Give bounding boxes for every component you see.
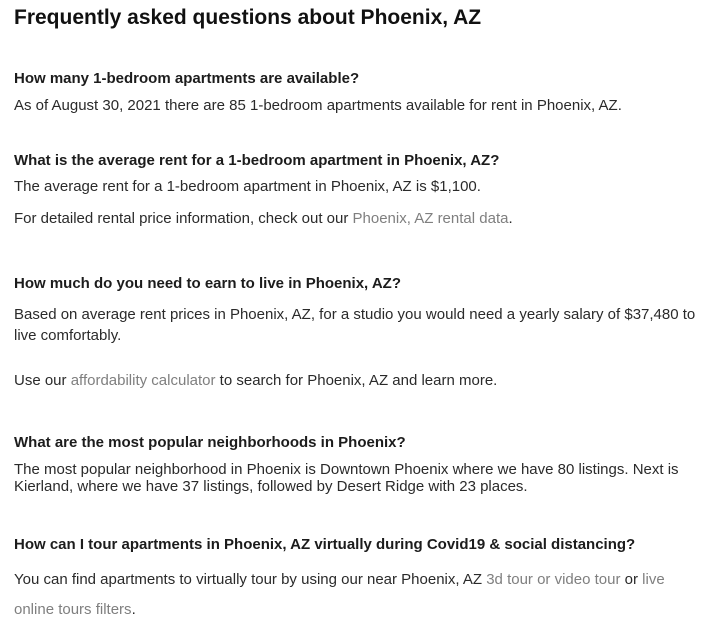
faq-question-earn-to-live: How much do you need to earn to live in Phoenix, AZ?	[14, 275, 401, 292]
faq-rental-data-note	[14, 208, 704, 229]
virtual-tours-middle: or	[620, 571, 643, 588]
rental-data-suffix: .	[508, 210, 513, 227]
rental-data-prefix: For detailed rental price information, check out our	[14, 210, 353, 227]
page-title: Frequently asked questions about Phoenix, AZ	[14, 6, 482, 29]
faq-answer-virtual-tours	[14, 565, 704, 625]
live-online-tours-link[interactable]: live online tours filters	[14, 571, 665, 618]
faq-answer-available-apartments: As of August 30, 2021 there are 85 1-bedroom apartments available for rent in Phoenix, AZ.	[14, 97, 622, 114]
faq-affordability-note	[14, 370, 704, 391]
faq-question-available-apartments: How many 1-bedroom apartments are available?	[14, 70, 360, 87]
faq-question-popular-neighborhoods: What are the most popular neighborhoods in Phoenix?	[14, 434, 406, 451]
affordability-prefix: Use our	[14, 372, 71, 389]
rental-data-link[interactable]: Phoenix, AZ rental data	[352, 210, 509, 227]
faq-question-average-rent: What is the average rent for a 1-bedroom apartment in Phoenix, AZ?	[14, 152, 500, 169]
affordability-calculator-link[interactable]: affordability calculator	[70, 372, 216, 389]
faq-answer-average-rent: The average rent for a 1-bedroom apartment in Phoenix, AZ is $1,100.	[14, 178, 481, 195]
faq-answer-earn-to-live: Based on average rent prices in Phoenix, AZ, for a studio you would need a yearly salary of $37,480 to live comfortably.	[14, 306, 696, 344]
faq-question-virtual-tours: How can I tour apartments in Phoenix, AZ virtually during Covid19 & social distancing?	[14, 536, 636, 553]
3d-video-tour-link[interactable]: 3d tour or video tour	[486, 571, 621, 588]
virtual-tours-suffix: .	[131, 601, 136, 618]
faq-answer-popular-neighborhoods: The most popular neighborhood in Phoenix is Downtown Phoenix where we have 80 listings. Next is Kierland, where we have 37 listings, followed by Desert Ridge with 23 places.	[14, 461, 679, 495]
affordability-suffix: to search for Phoenix, AZ and learn more.	[215, 372, 498, 389]
virtual-tours-prefix: You can find apartments to virtually tour by using our near Phoenix, AZ	[14, 571, 487, 588]
